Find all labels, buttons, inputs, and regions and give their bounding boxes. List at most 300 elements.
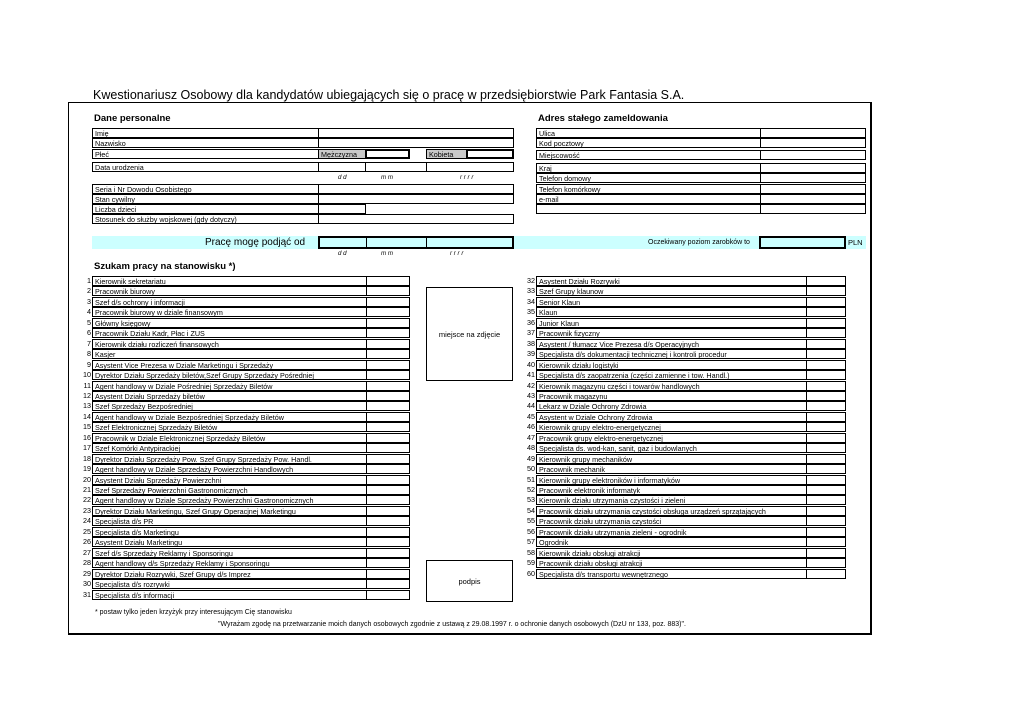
position-checkbox[interactable] [366, 401, 410, 411]
position-label: Kierownik działu utrzymania czystości i zieleni [536, 495, 807, 505]
position-row [522, 391, 847, 401]
position-label: Kasjer [92, 349, 367, 359]
position-checkbox[interactable] [366, 276, 410, 286]
position-label: Asystent Działu Marketingu [92, 537, 367, 547]
position-label: Specjalista d/s informacji [92, 590, 367, 600]
start-date-field[interactable] [318, 236, 514, 249]
position-number: 27 [83, 548, 91, 557]
position-number: 26 [83, 537, 91, 546]
position-row [78, 516, 411, 526]
position-label: Pracownik elektronik informatyk [536, 485, 807, 495]
email-row [536, 194, 866, 204]
position-number: 17 [83, 443, 91, 452]
position-checkbox[interactable] [806, 391, 846, 401]
position-checkbox[interactable] [806, 412, 846, 422]
position-row [522, 495, 847, 505]
position-checkbox[interactable] [806, 548, 846, 558]
position-row [522, 422, 847, 432]
position-checkbox[interactable] [806, 537, 846, 547]
position-row [522, 401, 847, 411]
gender-label: Płeć [92, 149, 319, 159]
position-number: 35 [527, 307, 535, 316]
position-label: Pracownik w Dziale Elektronicznej Sprzedaży Biletów [92, 433, 367, 443]
position-label: Specjalista d/s zaopatrzenia (części zamienne i tow. Handl.) [536, 370, 807, 380]
marital-row [92, 194, 514, 204]
marital-field[interactable] [318, 194, 514, 204]
position-label: Ogrodnik [536, 537, 807, 547]
position-label: Pracownik biurowy [92, 286, 367, 296]
position-row [78, 349, 411, 359]
signature-box[interactable]: podpis [426, 560, 513, 602]
position-number: 4 [87, 307, 91, 316]
position-row [78, 318, 411, 328]
start-month-hint: m m [381, 250, 394, 257]
position-checkbox[interactable] [366, 297, 410, 307]
position-checkbox[interactable] [366, 548, 410, 558]
position-label: Kierownik sekretariatu [92, 276, 367, 286]
military-label: Stosunek do służby wojskowej (gdy dotyczy) [92, 214, 319, 224]
currency-label: PLN [848, 238, 863, 247]
position-label: Szef d/s ochrony i informacji [92, 297, 367, 307]
position-checkbox[interactable] [366, 485, 410, 495]
position-row [522, 370, 847, 380]
position-checkbox[interactable] [366, 464, 410, 474]
position-row [522, 318, 847, 328]
position-number: 15 [83, 422, 91, 431]
position-label: Pracownik Działu Kadr, Płac i ZUS [92, 328, 367, 338]
female-checkbox[interactable] [466, 149, 514, 159]
birth-day-field[interactable] [318, 162, 366, 172]
position-label: Specjalista d/s Marketingu [92, 527, 367, 537]
position-checkbox[interactable] [366, 569, 410, 579]
position-checkbox[interactable] [806, 506, 846, 516]
position-row [78, 506, 411, 516]
position-checkbox[interactable] [806, 485, 846, 495]
photo-box[interactable]: miejsce na zdjęcie [426, 287, 513, 381]
position-checkbox[interactable] [806, 569, 846, 579]
last-name-field[interactable] [318, 138, 514, 148]
military-row [92, 214, 514, 224]
position-number: 57 [527, 537, 535, 546]
first-name-field[interactable] [318, 128, 514, 138]
position-checkbox[interactable] [366, 307, 410, 317]
position-checkbox[interactable] [366, 370, 410, 380]
id-field[interactable] [318, 184, 514, 194]
postal-label: Kod pocztowy [536, 138, 761, 148]
last-name-label: Nazwisko [92, 138, 319, 148]
salary-label: Oczekiwany poziom zarobków to [648, 239, 750, 246]
position-checkbox[interactable] [806, 276, 846, 286]
position-row [78, 433, 411, 443]
position-row [522, 360, 847, 370]
position-label: Specjalista d/s rozrywki [92, 579, 367, 589]
position-label: Pracownik grupy elektro-energetycznej [536, 433, 807, 443]
position-label: Pracownik działu obsługi atrakcji [536, 558, 807, 568]
position-row [78, 454, 411, 464]
birth-date-row [92, 162, 514, 172]
country-row [536, 163, 866, 173]
position-checkbox[interactable] [366, 475, 410, 485]
position-checkbox[interactable] [806, 527, 846, 537]
address-blank-field[interactable] [760, 204, 866, 214]
position-row [78, 391, 411, 401]
start-date-divider [366, 236, 367, 249]
position-label: Asystent Działu Sprzedaży Powierzchni [92, 475, 367, 485]
position-label: Kierownik działu rozliczeń finansowych [92, 339, 367, 349]
position-checkbox[interactable] [806, 339, 846, 349]
position-label: Agent handlowy w Dziale Sprzedaży Powierzchni Gastronomicznych [92, 495, 367, 505]
position-checkbox[interactable] [366, 422, 410, 432]
position-row [78, 590, 411, 600]
position-label: Pracownik mechanik [536, 464, 807, 474]
position-label: Szef Komórki Antypirackiej [92, 443, 367, 453]
position-number: 1 [87, 276, 91, 285]
position-number: 2 [87, 286, 91, 295]
street-row [536, 128, 866, 138]
position-row [78, 276, 411, 286]
position-row [522, 433, 847, 443]
position-row [78, 381, 411, 391]
position-checkbox[interactable] [366, 391, 410, 401]
start-label: Pracę mogę podjąć od [205, 237, 306, 248]
position-row [522, 527, 847, 537]
position-number: 46 [527, 422, 535, 431]
position-number: 22 [83, 495, 91, 504]
position-row [78, 443, 411, 453]
position-checkbox[interactable] [806, 297, 846, 307]
position-label: Junior Klaun [536, 318, 807, 328]
position-label: Lekarz w Dziale Ochrony Zdrowia [536, 401, 807, 411]
position-number: 7 [87, 339, 91, 348]
position-label: Agent handlowy w Dziale Pośredniej Sprzedaży Biletów [92, 381, 367, 391]
start-year-hint: r r r r [450, 250, 464, 257]
position-checkbox[interactable] [366, 412, 410, 422]
position-label: Kierownik grupy elektro-energetycznej [536, 422, 807, 432]
position-number: 29 [83, 569, 91, 578]
position-checkbox[interactable] [366, 527, 410, 537]
position-row [78, 401, 411, 411]
position-label: Kierownik magazynu części i towarów handlowych [536, 381, 807, 391]
position-row [522, 328, 847, 338]
position-row [78, 297, 411, 307]
position-label: Pracownik działu utrzymania zieleni - ogrodnik [536, 527, 807, 537]
position-label: Agent handlowy w Dziale Bezpośredniej Sprzedaży Biletów [92, 412, 367, 422]
position-checkbox[interactable] [806, 475, 846, 485]
email-field[interactable] [760, 194, 866, 204]
page-title: Kwestionariusz Osobowy dla kandydatów ubiegających się o pracę w przedsiębiorstwie Park Fantasia S.A. [93, 88, 685, 102]
id-label: Seria i Nr Dowodu Osobistego [92, 184, 319, 194]
position-label: Szef Elektronicznej Sprzedaży Biletów [92, 422, 367, 432]
city-label: Miejscowość [536, 150, 761, 160]
position-checkbox[interactable] [366, 537, 410, 547]
position-row [78, 307, 411, 317]
position-label: Pracownik działu utrzymania czystości obsługa urządzeń sprzątających [536, 506, 807, 516]
military-field[interactable] [318, 214, 514, 224]
position-label: Szef Sprzedaży Bezpośredniej [92, 401, 367, 411]
position-row [522, 548, 847, 558]
female-option: Kobieta [426, 149, 467, 159]
position-row [522, 276, 847, 286]
position-label: Specjalista d/s PR [92, 516, 367, 526]
street-field[interactable] [760, 128, 866, 138]
position-checkbox[interactable] [366, 339, 410, 349]
first-name-label: Imię [92, 128, 319, 138]
children-field[interactable] [318, 204, 366, 214]
position-checkbox[interactable] [806, 381, 846, 391]
position-row [522, 339, 847, 349]
position-number: 23 [83, 506, 91, 515]
position-row [522, 307, 847, 317]
mobile-field[interactable] [760, 184, 866, 194]
position-row [522, 286, 847, 296]
position-label: Szef Grupy klaunow [536, 286, 807, 296]
position-number: 37 [527, 328, 535, 337]
position-row [78, 360, 411, 370]
position-number: 40 [527, 360, 535, 369]
home-phone-row [536, 173, 866, 183]
position-row [78, 412, 411, 422]
position-label: Pracownik działu utrzymania czystości [536, 516, 807, 526]
position-checkbox[interactable] [806, 401, 846, 411]
position-checkbox[interactable] [806, 443, 846, 453]
position-number: 50 [527, 464, 535, 473]
marital-label: Stan cywilny [92, 194, 319, 204]
position-checkbox[interactable] [806, 433, 846, 443]
position-label: Kierownik działu logistyki [536, 360, 807, 370]
position-label: Asystent Vice Prezesa w Dziale Marketingu i Sprzedaży [92, 360, 367, 370]
position-label: Pracownik biurowy w dziale finansowym [92, 307, 367, 317]
position-row [78, 422, 411, 432]
day-hint: d d [338, 174, 347, 181]
position-number: 32 [527, 276, 535, 285]
position-row [78, 370, 411, 380]
positions-header: Szukam pracy na stanowisku *) [94, 261, 236, 272]
country-label: Kraj [536, 163, 761, 173]
position-checkbox[interactable] [806, 307, 846, 317]
position-label: Kierownik działu obsługi atrakcji [536, 548, 807, 558]
home-phone-field[interactable] [760, 173, 866, 183]
home-phone-label: Telefon domowy [536, 173, 761, 183]
position-label: Agent handlowy d/s Sprzedaży Reklamy i Sponsoringu [92, 558, 367, 568]
position-number: 48 [527, 443, 535, 452]
postal-field[interactable] [760, 138, 866, 148]
position-number: 8 [87, 349, 91, 358]
position-number: 56 [527, 527, 535, 536]
male-option: Mężczyzna [318, 149, 366, 159]
position-checkbox[interactable] [366, 381, 410, 391]
position-number: 5 [87, 318, 91, 327]
position-row [522, 454, 847, 464]
position-row [78, 569, 411, 579]
position-checkbox[interactable] [806, 454, 846, 464]
position-row [522, 443, 847, 453]
position-number: 3 [87, 297, 91, 306]
start-day-hint: d d [338, 250, 347, 257]
position-number: 24 [83, 516, 91, 525]
position-label: Specjalista d/s dokumentacji technicznej i kontroli procedur [536, 349, 807, 359]
position-number: 12 [83, 391, 91, 400]
position-label: Asystent Działu Sprzedaży biletów [92, 391, 367, 401]
last-name-row [92, 138, 514, 148]
male-checkbox[interactable] [365, 149, 410, 159]
position-label: Dyrektor Działu Rozrywki, Szef Grupy d/s Imprez [92, 569, 367, 579]
position-number: 10 [83, 370, 91, 379]
position-number: 25 [83, 527, 91, 536]
position-label: Dyrektor Działu Marketingu, Szef Grupy Operacjnej Marketingu [92, 506, 367, 516]
position-label: Główny księgowy [92, 318, 367, 328]
position-checkbox[interactable] [806, 495, 846, 505]
position-row [522, 569, 847, 579]
postal-row [536, 138, 866, 148]
position-row [78, 485, 411, 495]
position-checkbox[interactable] [366, 286, 410, 296]
position-checkbox[interactable] [806, 318, 846, 328]
position-number: 38 [527, 339, 535, 348]
position-checkbox[interactable] [806, 464, 846, 474]
position-number: 31 [83, 590, 91, 599]
position-checkbox[interactable] [366, 443, 410, 453]
position-row [78, 339, 411, 349]
position-number: 41 [527, 370, 535, 379]
position-label: Pracownik fizyczny [536, 328, 807, 338]
position-number: 28 [83, 558, 91, 567]
position-number: 9 [87, 360, 91, 369]
position-number: 33 [527, 286, 535, 295]
position-checkbox[interactable] [806, 286, 846, 296]
position-checkbox[interactable] [806, 328, 846, 338]
mobile-label: Telefon komórkowy [536, 184, 761, 194]
position-row [78, 464, 411, 474]
position-number: 53 [527, 495, 535, 504]
position-label: Asystent Działu Rozrywki [536, 276, 807, 286]
position-checkbox[interactable] [366, 349, 410, 359]
position-label: Asystent / tłumacz Vice Prezesa d/s Operacyjnych [536, 339, 807, 349]
position-number: 11 [83, 381, 91, 390]
position-label: Pracownik magazynu [536, 391, 807, 401]
position-row [522, 381, 847, 391]
position-row [522, 464, 847, 474]
position-checkbox[interactable] [366, 590, 410, 600]
position-number: 44 [527, 401, 535, 410]
position-label: Dyrektor Działu Sprzedaży biletów,Szef Grupy Sprzedaży Pośredniej [92, 370, 367, 380]
position-label: Specjalista ds. wod-kan, sanit, gaz i budowlanych [536, 443, 807, 453]
position-number: 6 [87, 328, 91, 337]
position-label: Asystent w Dziale Ochrony Zdrowia [536, 412, 807, 422]
position-number: 58 [527, 548, 535, 557]
position-checkbox[interactable] [366, 433, 410, 443]
position-row [522, 297, 847, 307]
position-checkbox[interactable] [366, 558, 410, 568]
position-row [522, 516, 847, 526]
position-row [78, 548, 411, 558]
position-row [78, 558, 411, 568]
mobile-row [536, 184, 866, 194]
month-hint: m m [381, 174, 394, 181]
position-checkbox[interactable] [806, 422, 846, 432]
position-checkbox[interactable] [806, 370, 846, 380]
position-label: Senior Klaun [536, 297, 807, 307]
position-checkbox[interactable] [806, 516, 846, 526]
position-number: 13 [83, 401, 91, 410]
position-row [78, 475, 411, 485]
position-row [522, 475, 847, 485]
birth-year-field[interactable] [426, 162, 514, 172]
position-checkbox[interactable] [366, 579, 410, 589]
position-row [78, 527, 411, 537]
id-row [92, 184, 514, 194]
position-checkbox[interactable] [366, 318, 410, 328]
position-checkbox[interactable] [366, 360, 410, 370]
position-row [78, 537, 411, 547]
position-number: 42 [527, 381, 535, 390]
position-row [522, 349, 847, 359]
position-number: 20 [83, 475, 91, 484]
position-label: Specjalista d/s transportu wewnętrznego [536, 569, 807, 579]
position-number: 49 [527, 454, 535, 463]
position-label: Kierownik grupy elektroników i informatyków [536, 475, 807, 485]
first-name-row [92, 128, 514, 138]
position-row [78, 495, 411, 505]
year-hint: r r r r [460, 174, 474, 181]
position-label: Klaun [536, 307, 807, 317]
personal-header: Dane personalne [94, 113, 171, 124]
position-number: 16 [83, 433, 91, 442]
address-blank-label [536, 204, 761, 214]
footnote: * postaw tylko jeden krzyżyk przy interesującym Cię stanowisku [95, 609, 292, 616]
position-number: 54 [527, 506, 535, 515]
position-number: 39 [527, 349, 535, 358]
position-number: 14 [83, 412, 91, 421]
start-date-divider [426, 236, 427, 249]
position-number: 19 [83, 464, 91, 473]
address-blank-row [536, 204, 866, 214]
position-row [78, 286, 411, 296]
position-checkbox[interactable] [806, 360, 846, 370]
position-number: 34 [527, 297, 535, 306]
city-field[interactable] [760, 150, 866, 160]
position-checkbox[interactable] [806, 558, 846, 568]
country-field[interactable] [760, 163, 866, 173]
address-header: Adres stałego zameldowania [538, 113, 668, 124]
salary-field[interactable] [759, 236, 846, 249]
position-label: Szef Sprzedaży Powierzchni Gastronomicznych [92, 485, 367, 495]
position-checkbox[interactable] [366, 516, 410, 526]
position-label: Szef d/s Sprzedaży Reklamy i Sponsoringu [92, 548, 367, 558]
position-checkbox[interactable] [366, 495, 410, 505]
city-row [536, 150, 866, 160]
position-row [522, 558, 847, 568]
position-checkbox[interactable] [366, 454, 410, 464]
gender-row [92, 149, 514, 159]
position-number: 45 [527, 412, 535, 421]
position-row [78, 579, 411, 589]
position-label: Agent handlowy w Dziale Sprzedaży Powierzchni Handlowych [92, 464, 367, 474]
children-row [92, 204, 514, 214]
position-number: 36 [527, 318, 535, 327]
position-label: Dyrektor Działu Sprzedaży Pow. Szef Grupy Sprzedaży Pow. Handl. [92, 454, 367, 464]
position-row [78, 328, 411, 338]
position-number: 18 [83, 454, 91, 463]
birth-month-field[interactable] [365, 162, 427, 172]
position-number: 52 [527, 485, 535, 494]
consent-text: "Wyrażam zgodę na przetwarzanie moich danych osobowych zgodnie z ustawą z 29.08.1997 r. o ochronie danych osobowych (DzU nr 133, poz. 883)". [218, 621, 686, 628]
position-checkbox[interactable] [806, 349, 846, 359]
position-number: 55 [527, 516, 535, 525]
position-row [522, 412, 847, 422]
position-checkbox[interactable] [366, 328, 410, 338]
position-row [522, 537, 847, 547]
position-checkbox[interactable] [366, 506, 410, 516]
